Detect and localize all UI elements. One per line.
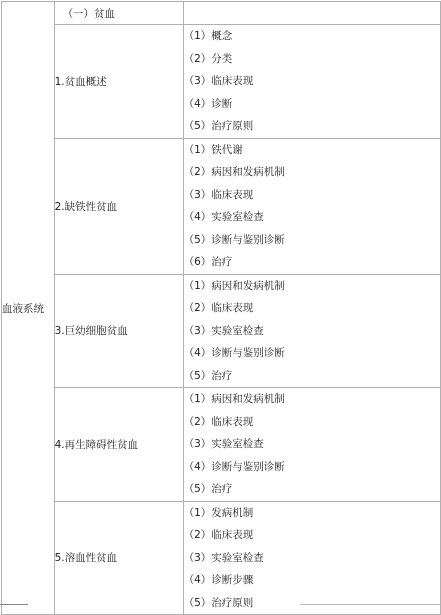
- section-item: （1）发病机制: [183, 506, 254, 519]
- section-item: （3）实验室检查: [183, 551, 264, 564]
- section-row: [2, 274, 441, 388]
- section-item: （4）诊断与鉴别诊断: [183, 460, 285, 473]
- system-cell: 血液系统: [2, 2, 55, 615]
- section-name-cell: 4.再生障碍性贫血: [54, 388, 183, 502]
- section-item: （6）治疗: [183, 256, 233, 268]
- section-item: （5）治疗原则: [183, 120, 254, 132]
- section-item: （3）实验室检查: [183, 324, 264, 337]
- section-item: （4）诊断: [183, 97, 233, 110]
- unit-title-empty-cell: [183, 2, 440, 25]
- section-item: （1）概念: [183, 30, 233, 42]
- section-items-cell: [183, 501, 440, 615]
- bottom-divider-left: [0, 604, 28, 605]
- section-item: （3）临床表现: [183, 75, 254, 87]
- section-item: （1）病因和发病机制: [183, 393, 285, 405]
- section-item: （5）治疗原则: [183, 596, 254, 609]
- section-name-cell: 1.贫血概述: [54, 25, 183, 139]
- section-item: （2）分类: [183, 52, 233, 65]
- section-items-cell: [183, 25, 440, 139]
- section-item: （1）铁代谢: [183, 143, 243, 156]
- section-item: （4）诊断与鉴别诊断: [183, 347, 285, 359]
- bottom-divider-right: [300, 604, 440, 605]
- section-items-cell: [183, 274, 440, 388]
- section-row: [2, 25, 441, 139]
- section-item: （2）病因和发病机制: [183, 166, 285, 178]
- section-item: （3）实验室检查: [183, 438, 264, 450]
- section-item: （2）临床表现: [183, 415, 254, 428]
- section-item: （5）诊断与鉴别诊断: [183, 233, 285, 246]
- section-items-cell: [183, 138, 440, 274]
- section-item: （5）治疗: [183, 369, 233, 382]
- section-row: [2, 138, 441, 274]
- section-row: [2, 388, 441, 502]
- syllabus-table: [1, 1, 441, 615]
- section-item: （4）实验室检查: [183, 211, 264, 223]
- syllabus-table-wrapper: [1, 1, 441, 615]
- section-item: （2）临床表现: [183, 529, 254, 541]
- section-row: [2, 501, 441, 615]
- unit-title-cell: （一）贫血: [54, 2, 183, 25]
- unit-title-row: [2, 2, 441, 25]
- section-name-cell: 5.溶血性贫血: [54, 501, 183, 615]
- section-item: （1）病因和发病机制: [183, 279, 285, 292]
- syllabus-table-body: [2, 2, 441, 615]
- section-item: （5）治疗: [183, 483, 233, 495]
- section-item: （3）临床表现: [183, 188, 254, 201]
- section-item: （2）临床表现: [183, 302, 254, 314]
- section-item: （4）诊断步骤: [183, 574, 254, 586]
- section-items-cell: [183, 388, 440, 502]
- section-name-cell: 2.缺铁性贫血: [54, 138, 183, 274]
- section-name-cell: 3.巨幼细胞贫血: [54, 274, 183, 388]
